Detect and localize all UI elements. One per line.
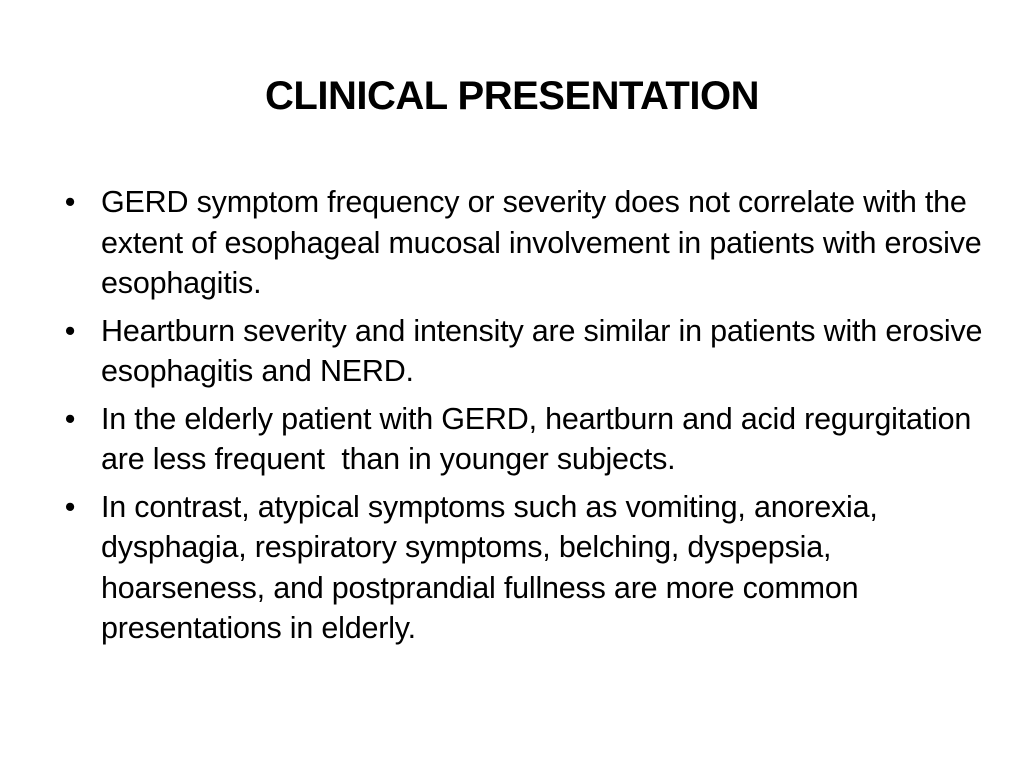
bullet-item: [56, 399, 996, 480]
bullet-text: GERD symptom frequency or severity does not correlate with the extent of esophageal mucosal involvement in patients with erosive esophagitis.: [101, 185, 982, 300]
bullet-item: [56, 182, 996, 304]
bullet-item: [56, 487, 996, 649]
bullet-icon: •: [64, 489, 76, 524]
bullet-list: [56, 182, 996, 656]
bullet-icon: •: [64, 313, 76, 348]
slide-title: CLINICAL PRESENTATION: [265, 74, 759, 118]
bullet-text: In contrast, atypical symptoms such as vomiting, anorexia, dysphagia, respiratory symptoms, belching, dyspepsia, hoarseness, and postprandial fullness are more common presentations in elderly.: [101, 489, 878, 645]
bullet-text: In the elderly patient with GERD, heartburn and acid regurgitation are less frequent than in younger subjects.: [101, 401, 980, 476]
bullet-item: [56, 311, 996, 392]
bullet-icon: •: [64, 401, 76, 436]
bullet-icon: •: [64, 185, 76, 219]
bullet-text: Heartburn severity and intensity are similar in patients with erosive esophagitis and NERD.: [101, 313, 983, 388]
